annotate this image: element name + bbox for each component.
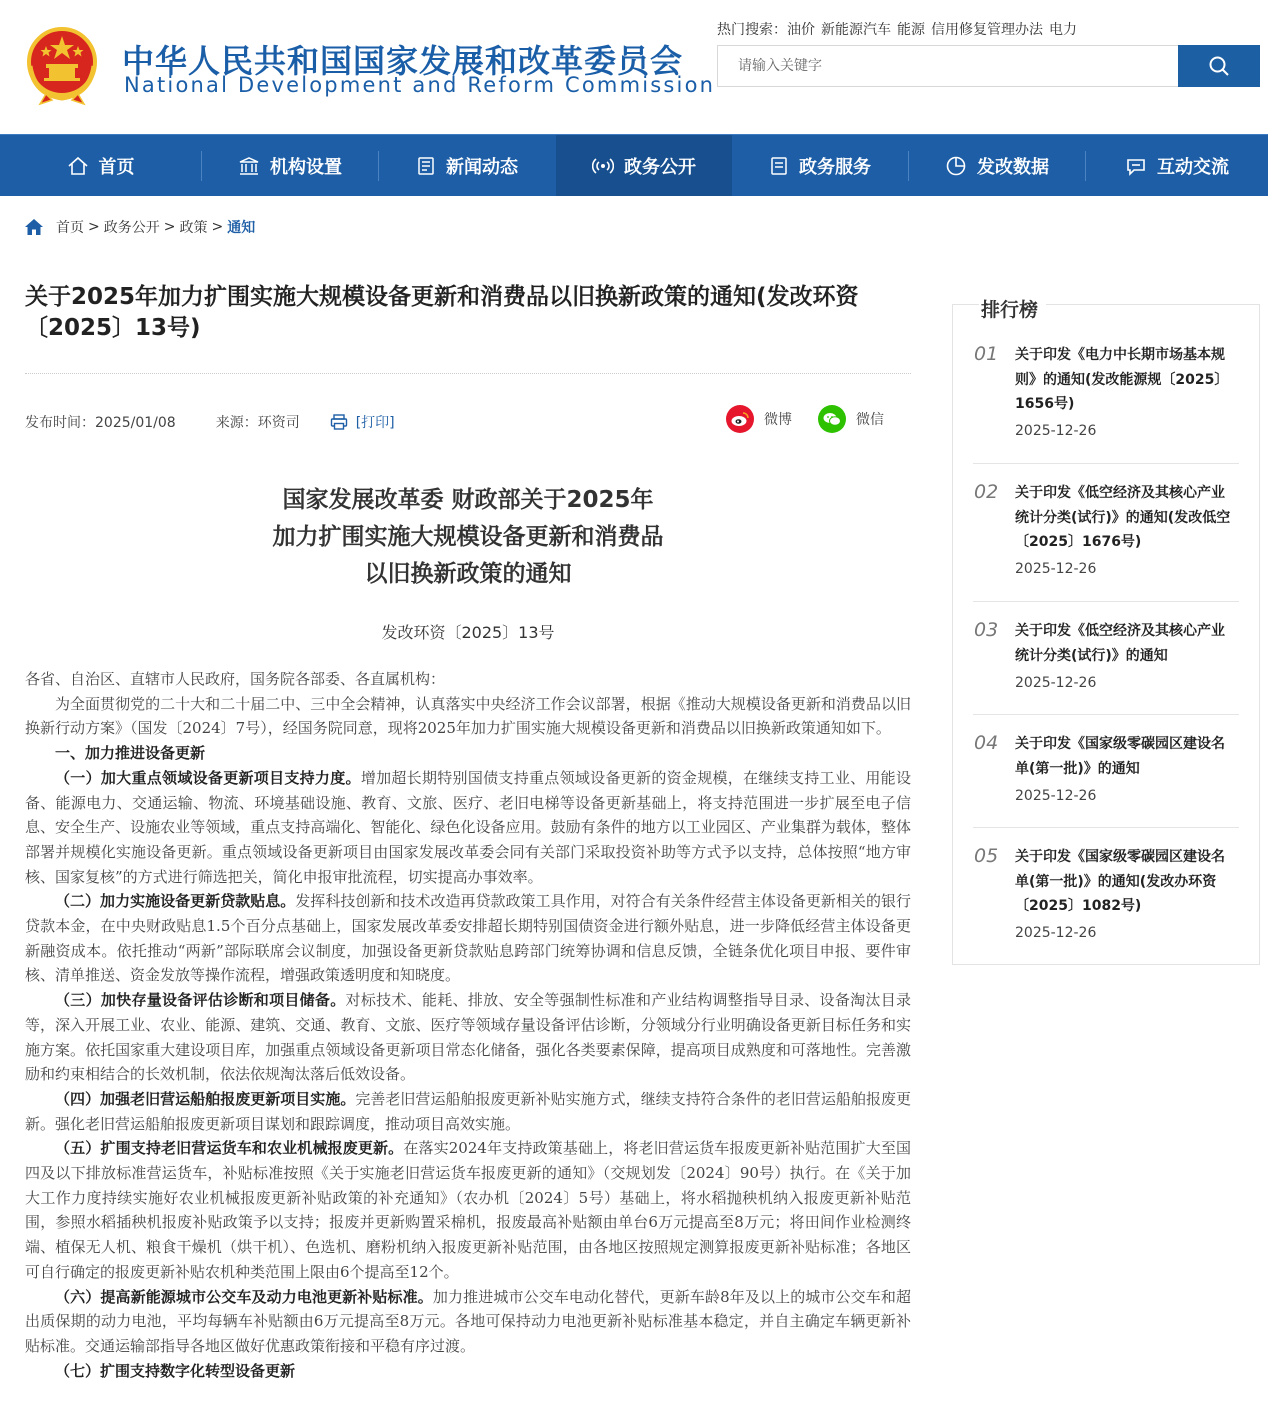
article-body: [25, 667, 911, 1383]
body-paragraph: [25, 1087, 911, 1136]
paragraph-heading: （一）加大重点领域设备更新项目支持力度。: [55, 768, 361, 787]
ranking-date: 2025-12-26: [1015, 788, 1097, 804]
breadcrumb: [24, 217, 255, 237]
ranking-item[interactable]: [973, 845, 1239, 955]
nav-item-gov-affairs[interactable]: [556, 135, 732, 196]
ranking-item[interactable]: [973, 481, 1239, 602]
body-paragraph: [25, 1285, 911, 1359]
paragraph-text: 在落实2024年支持政策基础上，将老旧营运货车报废更新补贴范围扩大至国四及以下排放标准营运货车，补贴标准按照《关于实施老旧营运货车报废更新的通知》（交规划发〔2024〕90号）执行。在《关于加大工作力度持续实施好农业机械报废更新补贴政策的补充通知》（农办机〔2024〕5号）基础上，将水稻抛秧机纳入报废更新补贴范围，参照水稻插秧机报废补贴政策予以支持；报废并更新购置采棉机，报废最高补贴额由单台6万元提高至8万元；将田间作业检测终端、植保无人机、粮食干燥机（烘干机）、色选机、磨粉机纳入报废更新补贴范围，由各地区按照规定测算报废更新补贴标准；各地区可自行确定的报废更新补贴农机种类范围上限由6个提高至12个。: [25, 1139, 911, 1281]
hot-search-label: 热门搜索：: [717, 22, 787, 38]
search-input[interactable]: [718, 46, 1178, 86]
title-divider: [25, 373, 911, 374]
ranking-date: 2025-12-26: [1015, 561, 1097, 577]
salutation: 各省、自治区、直辖市人民政府，国务院各部委、各直属机构：: [25, 670, 446, 688]
breadcrumb-link[interactable]: 政务公开: [103, 220, 160, 236]
ranking-title: 排行榜: [979, 295, 1046, 322]
document-heading-line: 加力扩围实施大规模设备更新和消费品: [272, 524, 664, 550]
breadcrumb-separator: >: [88, 219, 100, 235]
document-heading-line: 以旧换新政策的通知: [364, 561, 572, 587]
nav-item-gov-service[interactable]: [732, 135, 908, 196]
body-paragraph: [25, 988, 911, 1087]
ranking-number: 03: [974, 619, 999, 641]
article-source: 来源：环资司: [215, 415, 300, 431]
chat-icon: [1125, 156, 1147, 176]
paragraph-heading: （四）加强老旧营运船舶报废更新项目实施。: [55, 1089, 356, 1108]
hot-term[interactable]: 电力: [1049, 22, 1077, 38]
article-title: 关于2025年加力扩围实施大规模设备更新和消费品以旧换新政策的通知(发改环资〔2025〕13号): [25, 284, 859, 341]
document-number: 发改环资〔2025〕13号: [381, 623, 555, 642]
hot-term[interactable]: 信用修复管理办法: [931, 22, 1043, 38]
ranking-date: 2025-12-26: [1015, 675, 1097, 691]
news-icon: [416, 156, 436, 176]
hot-term[interactable]: 新能源汽车: [821, 22, 891, 38]
ranking-number: 05: [974, 845, 999, 867]
search-button[interactable]: [1178, 45, 1260, 87]
breadcrumb-separator: >: [163, 219, 176, 235]
paragraph-heading: （五）扩围支持老旧营运货车和农业机械报废更新。: [55, 1139, 404, 1158]
weibo-icon: [726, 405, 754, 433]
ranking-item[interactable]: [973, 732, 1239, 828]
body-paragraph: [25, 1359, 911, 1384]
ranking-number: 01: [974, 343, 999, 365]
paragraph-heading: （二）加力实施设备更新贷款贴息。: [55, 892, 296, 911]
nav-item-label: 政务服务: [799, 156, 871, 178]
section-heading: 一、加力推进设备更新: [55, 744, 206, 763]
nav-item-label: 首页: [98, 156, 135, 178]
breadcrumb-separator: >: [211, 219, 224, 235]
paragraph-heading: （三）加快存量设备评估诊断和项目储备。: [55, 991, 346, 1010]
document-heading: [25, 482, 911, 593]
intro-paragraph: 为全面贯彻党的二十大和二十届二中、三中全会精神，认真落实中央经济工作会议部署，根据《推动大规模设备更新和消费品以旧换新行动方案》（国发〔2024〕7号），经国务院同意，现将2025年加力扩围实施大规模设备更新和消费品以旧换新政策通知如下。: [25, 694, 911, 738]
ranking-date: 2025-12-26: [1015, 423, 1097, 439]
paragraph-text: 加力推进城市公交车电动化替代，更新车龄8年及以上的城市公交车和超出质保期的动力电池，平均每辆车补贴额由6万元提高至8万元。各地可保持动力电池更新补贴标准基本稳定，并自主确定车辆更新补贴标准。交通运输部指导各地区做好优惠政策衔接和平稳有序过渡。: [25, 1287, 912, 1355]
publish-date: 发布时间：2025/01/08: [25, 415, 176, 431]
share-wechat[interactable]: [818, 404, 884, 434]
ranking-link[interactable]: 关于印发《电力中长期市场基本规则》的通知(发改能源规〔2025〕1656号): [1015, 347, 1229, 413]
breadcrumb-link[interactable]: 政策: [179, 220, 208, 236]
share-wechat-label: 微信: [856, 412, 884, 428]
print-button[interactable]: [330, 412, 395, 432]
breadcrumb-link[interactable]: 首页: [56, 220, 84, 236]
national-emblem-icon[interactable]: [24, 24, 100, 106]
hot-term[interactable]: 能源: [897, 22, 925, 38]
printer-icon: [330, 414, 348, 430]
nav-item-label: 机构设置: [270, 156, 342, 178]
share-weibo[interactable]: [726, 404, 792, 434]
nav-item-data[interactable]: [909, 135, 1085, 196]
breadcrumb-current[interactable]: 通知: [227, 220, 256, 236]
wechat-icon: [818, 405, 846, 433]
ranking-item[interactable]: [973, 619, 1239, 715]
nav-item-news[interactable]: [379, 135, 555, 196]
ranking-item[interactable]: [973, 343, 1239, 464]
home-icon[interactable]: [24, 218, 44, 236]
main-nav: [0, 134, 1268, 196]
paragraph-text: 增加超长期特别国债支持重点领域设备更新的资金规模，在继续支持工业、用能设备、能源电力、交通运输、物流、环境基础设施、教育、文旅、医疗、老旧电梯等设备更新基础上，将支持范围进一步扩展至电子信息、安全生产、设施农业等领域，重点支持高端化、智能化、绿色化设备应用。鼓励有条件的地方以工业园区、产业集群为载体，整体部署并规模化实施设备更新。重点领域设备更新项目由国家发展改革委会同有关部门采取投资补助等方式予以支持，总体按照“地方审核、国家复核”的方式进行筛选把关，简化申报审批流程，切实提高办事效率。: [25, 768, 911, 886]
ranking-link[interactable]: 关于印发《国家级零碳园区建设名单(第一批)》的通知(发改办环资〔2025〕1082号): [1015, 849, 1225, 915]
ranking-link[interactable]: 关于印发《低空经济及其核心产业统计分类(试行)》的通知(发改低空〔2025〕1676号): [1015, 485, 1231, 551]
document-heading-line: 国家发展改革委 财政部关于2025年: [282, 487, 654, 513]
nav-item-interaction[interactable]: [1086, 135, 1268, 196]
broadcast-icon: [592, 156, 614, 176]
hot-term[interactable]: 油价: [787, 22, 815, 38]
article-meta: [25, 412, 395, 432]
paragraph-text: 对标技术、能耗、排放、安全等强制性标准和产业结构调整指导目录、设备淘汰目录等，深入开展工业、农业、能源、建筑、交通、教育、文旅、医疗等领域存量设备评估诊断，分领域分行业明确设备更新目标任务和实施方案。依托国家重大建设项目库，加强重点领域设备更新项目常态化储备，强化各类要素保障，提高项目成熟度和可落地性。完善激励和约束相结合的长效机制，依法依规淘汰落后低效设备。: [25, 991, 911, 1084]
site-title-cn[interactable]: 中华人民共和国国家发展和改革委员会: [122, 42, 684, 80]
site-header: [0, 0, 1268, 134]
paragraph-heading: （七）扩围支持数字化转型设备更新: [55, 1361, 296, 1380]
ranking-link[interactable]: 关于印发《国家级零碳园区建设名单(第一批)》的通知: [1015, 736, 1225, 777]
paragraph-text: 发挥科技创新和技术改造再贷款政策工具作用，对符合有关条件经营主体设备更新相关的银行贷款本金，在中央财政贴息1.5个百分点基础上，国家发展改革委安排超长期特别国债资金进行额外贴息，进一步降低经营主体设备更新融资成本。依托推动“两新”部际联席会议制度，加强设备更新贷款贴息跨部门统筹协调和信息反馈，全链条优化项目申报、要件审核、清单推送、资金发放等操作流程，增强政策透明度和知晓度。: [25, 892, 911, 985]
ranking-number: 02: [974, 481, 999, 503]
nav-item-label: 互动交流: [1157, 156, 1229, 178]
site-title-en[interactable]: National Development and Reform Commission: [124, 73, 716, 97]
search-box: [717, 45, 1260, 87]
ranking-number: 04: [974, 732, 999, 754]
hot-search: [717, 19, 1083, 39]
service-icon: [769, 156, 789, 176]
home-icon: [67, 156, 89, 176]
body-paragraph: [25, 889, 911, 988]
body-paragraph: [25, 766, 911, 890]
institution-icon: [238, 156, 260, 176]
nav-item-label: 发改数据: [977, 156, 1049, 178]
ranking-link[interactable]: 关于印发《低空经济及其核心产业统计分类(试行)》的通知: [1015, 623, 1225, 664]
ranking-date: 2025-12-26: [1015, 925, 1097, 941]
search-icon: [1208, 55, 1230, 77]
nav-item-home[interactable]: [0, 135, 201, 196]
pie-chart-icon: [945, 155, 967, 177]
share-weibo-label: 微博: [764, 412, 792, 428]
ranking-panel: [952, 299, 1260, 965]
body-paragraph: [25, 1136, 911, 1284]
nav-item-label: 政务公开: [624, 156, 696, 178]
paragraph-text: 完善老旧营运船舶报废更新补贴实施方式，继续支持符合条件的老旧营运船舶报废更新。强化老旧营运船舶报废更新项目谋划和跟踪调度，推动项目高效实施。: [25, 1089, 911, 1133]
nav-item-label: 新闻动态: [446, 156, 518, 178]
paragraph-heading: （六）提高新能源城市公交车及动力电池更新补贴标准。: [55, 1287, 433, 1306]
print-label: [打印]: [355, 415, 395, 431]
nav-item-institution[interactable]: [202, 135, 378, 196]
